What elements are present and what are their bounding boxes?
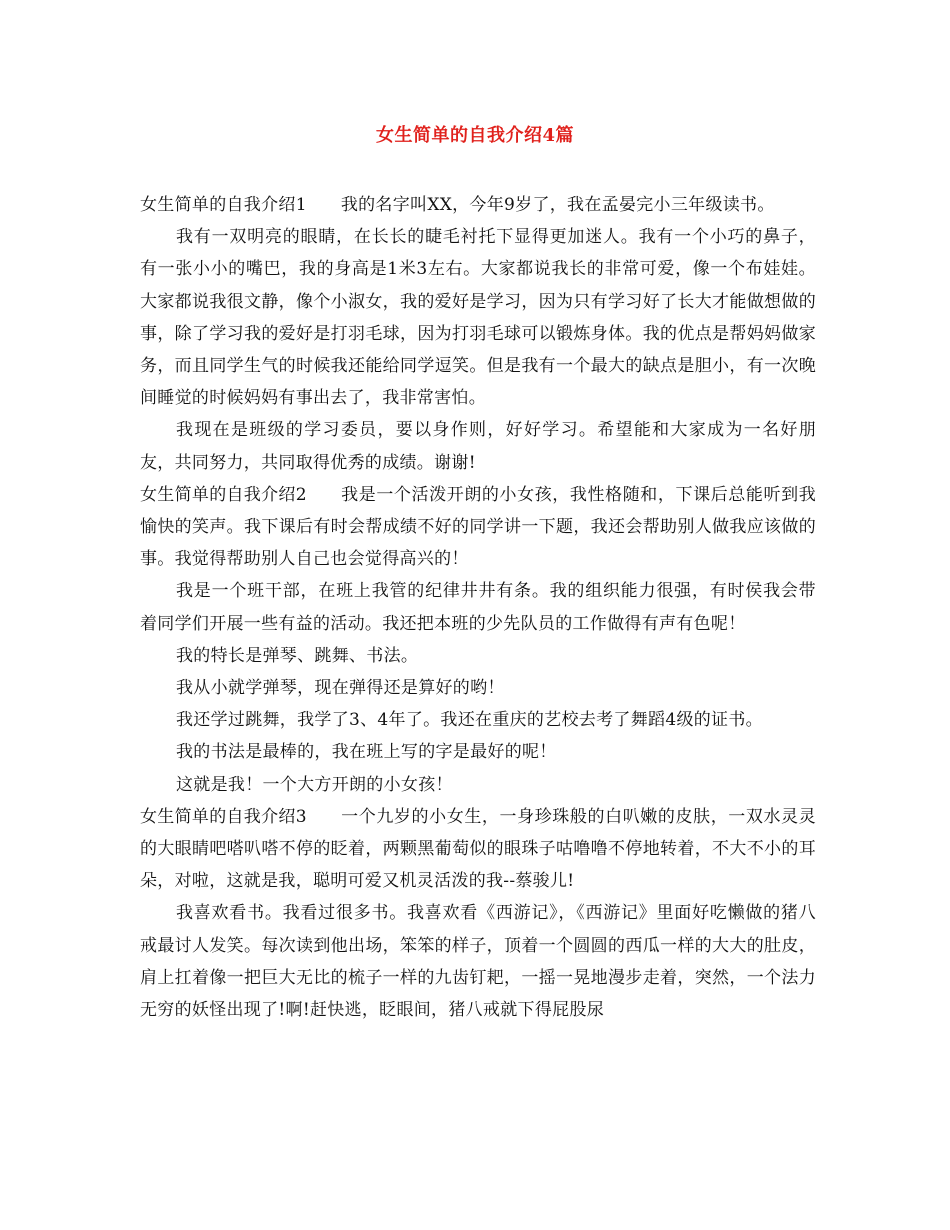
paragraph-text: 一个九岁的小女生，一身珍珠般的白叭嫩的皮肤，一双水灵灵的大眼睛吧嗒叭嗒不停的眨着，两颗黑葡萄似的眼珠子咕噜噜不停地转着，不大不小的耳朵，对啦，这就是我，聪明可爱又机灵活泼的我--蔡骏儿! [140, 806, 816, 892]
section-heading-2: 女生简单的自我介绍2 [140, 484, 307, 505]
paragraph-9: 我的书法是最棒的，我在班上写的字是最好的呢！ [176, 742, 557, 763]
paragraph-4 [140, 479, 816, 576]
paragraph-8: 我还学过跳舞，我学了3、4年了。我还在重庆的艺校去考了舞蹈4级的证书。 [176, 710, 763, 731]
paragraph-1 [140, 189, 816, 221]
paragraph-11 [140, 801, 816, 898]
paragraph-6: 我的特长是弹琴、跳舞、书法。 [176, 645, 419, 666]
paragraph-10: 这就是我！一个大方开朗的小女孩！ [176, 774, 453, 795]
paragraph-7: 我从小就学弹琴，现在弹得还是算好的哟！ [176, 678, 505, 699]
document-title: 女生简单的自我介绍4篇 [375, 125, 575, 146]
section-heading-1: 女生简单的自我介绍1 [140, 195, 307, 215]
paragraph-text: 我的名字叫XX，今年9岁了，我在孟晏完小三年级读书。 [340, 195, 775, 215]
paragraph-text: 我是一个活泼开朗的小女孩，我性格随和，下课后总能听到我愉快的笑声。我下课后有时会帮成绩不好的同学讲一下题，我还会帮助别人做我应该做的事。我觉得帮助别人自己也会觉得高兴的！ [140, 484, 816, 570]
paragraph-12: 我喜欢看书。我看过很多书。我喜欢看《西游记》，《西游记》里面好吃懒做的猪八戒最讨人发笑。每次读到他出场，笨笨的样子，顶着一个圆圆的西瓜一样的大大的肚皮，肩上扛着像一把巨大无比的梳子一样的九齿钉耙，一摇一晃地漫步走着，突然，一个法力无穷的妖怪出现了!啊!赶快逃，眨眼间，猪八戒就下得屁股尿 [140, 903, 816, 1021]
paragraph-3: 我现在是班级的学习委员，要以身作则，好好学习。希望能和大家成为一名好朋友，共同努力，共同取得优秀的成绩。谢谢! [140, 420, 816, 473]
paragraph-2: 我有一双明亮的眼睛，在长长的睫毛衬托下显得更加迷人。我有一个小巧的鼻子，有一张小小的嘴巴，我的身高是1米3左右。大家都说我长的非常可爱，像一个布娃娃。大家都说我很文静，像个小淑女，我的爱好是学习，因为只有学习好了长大才能做想做的事，除了学习我的爱好是打羽毛球，因为打羽毛球可以锻炼身体。我的优点是帮妈妈做家务，而且同学生气的时候我还能给同学逗笑。但是我有一个最大的缺点是胆小，有一次晚间睡觉的时候妈妈有事出去了，我非常害怕。 [140, 227, 816, 409]
paragraph-5: 我是一个班干部，在班上我管的纪律井井有条。我的组织能力很强，有时侯我会带着同学们开展一些有益的活动。我还把本班的少先队员的工作做得有声有色呢！ [140, 581, 816, 634]
section-heading-3: 女生简单的自我介绍3 [140, 806, 307, 827]
document-body [140, 189, 816, 1026]
